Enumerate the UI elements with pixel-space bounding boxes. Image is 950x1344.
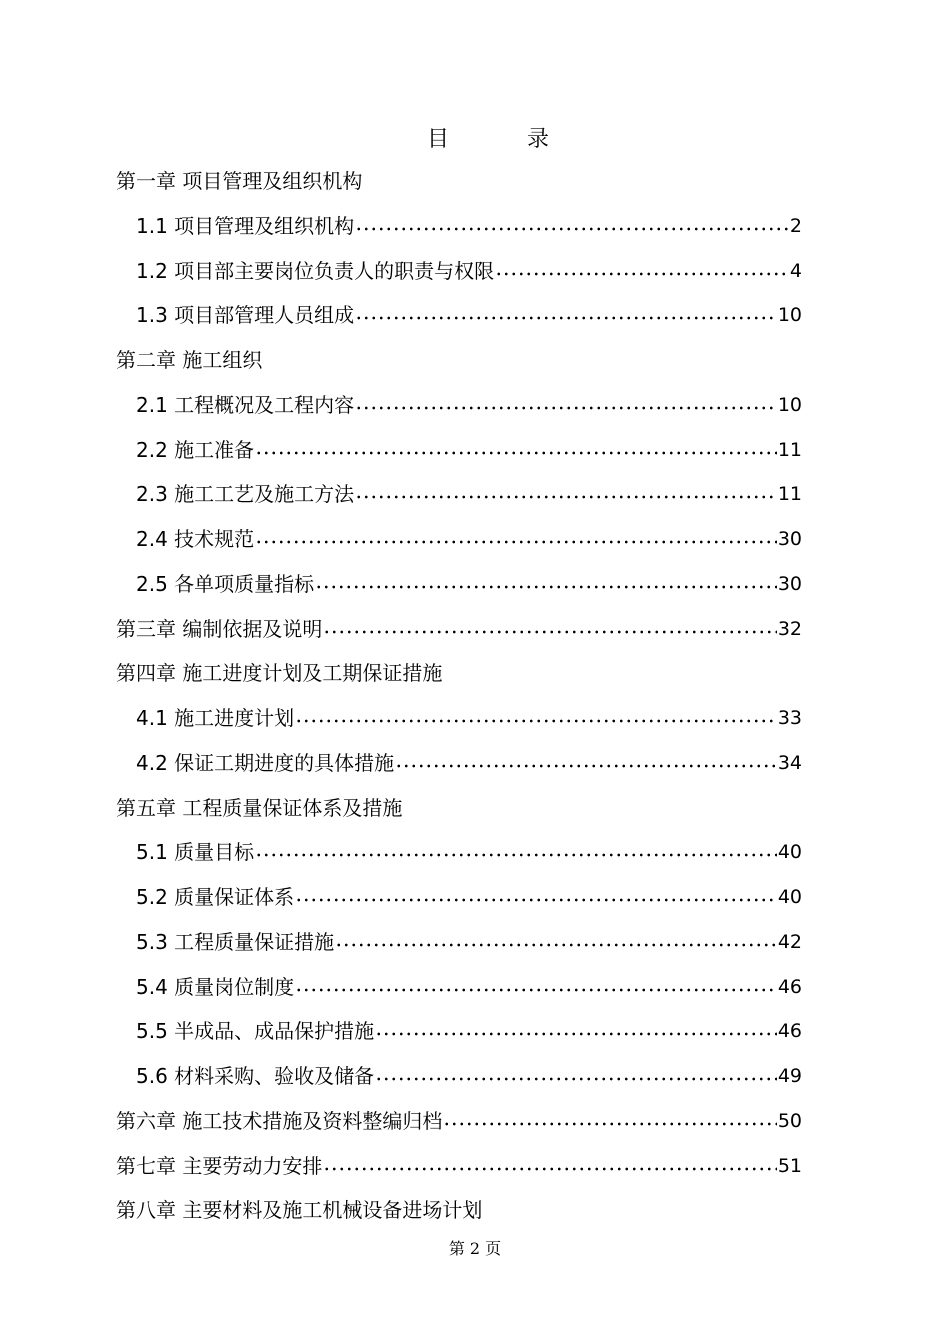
toc-leader-dots bbox=[335, 927, 777, 957]
toc-page-number: 33 bbox=[777, 707, 802, 729]
toc-leader-dots bbox=[355, 390, 777, 420]
toc-chapter-entry[interactable] bbox=[116, 793, 402, 823]
toc-page-number: 42 bbox=[777, 930, 802, 953]
toc-entry-text: 1.1 项目管理及组织机构 bbox=[136, 213, 355, 238]
toc-title-left: 目 bbox=[426, 127, 449, 152]
toc-entry-text: 第七章 主要劳动力安排 bbox=[116, 1153, 323, 1178]
toc-page-number: 40 bbox=[777, 886, 802, 908]
toc-leader-dots bbox=[323, 1151, 776, 1181]
toc-page-number: 46 bbox=[777, 1020, 802, 1043]
toc-leader-dots bbox=[495, 256, 789, 286]
toc-section-entry[interactable] bbox=[136, 569, 802, 599]
toc-leader-dots bbox=[375, 1016, 777, 1046]
toc-chapter-entry[interactable] bbox=[116, 658, 442, 688]
toc-page-number: 34 bbox=[777, 751, 802, 774]
toc-section-entry[interactable] bbox=[136, 882, 802, 912]
toc-entry-text: 5.4 质量岗位制度 bbox=[136, 974, 295, 999]
toc-chapter-entry[interactable] bbox=[116, 166, 362, 196]
toc-section-entry[interactable] bbox=[136, 748, 802, 778]
toc-entry-text: 2.3 施工工艺及施工方法 bbox=[136, 482, 355, 507]
toc-page-number: 11 bbox=[777, 438, 802, 461]
toc-page-number: 2 bbox=[789, 214, 802, 237]
toc-leader-dots bbox=[295, 882, 777, 912]
toc-section-entry[interactable] bbox=[136, 390, 802, 420]
toc-entry-text: 5.1 质量目标 bbox=[136, 840, 255, 865]
toc-entry-text: 第三章 编制依据及说明 bbox=[116, 616, 323, 641]
toc-entry-text: 5.5 半成品、成品保护措施 bbox=[136, 1019, 375, 1044]
toc-section-entry[interactable] bbox=[136, 256, 802, 286]
toc-section-entry[interactable] bbox=[136, 972, 802, 1002]
toc-entry-text: 5.3 工程质量保证措施 bbox=[136, 929, 335, 954]
toc-entry-text: 5.2 质量保证体系 bbox=[136, 885, 295, 909]
toc-entry-text: 第一章 项目管理及组织机构 bbox=[116, 169, 363, 193]
toc-entry-text: 第八章 主要材料及施工机械设备进场计划 bbox=[116, 1198, 483, 1223]
toc-chapter-entry[interactable] bbox=[116, 1195, 482, 1225]
toc-leader-dots bbox=[395, 748, 777, 778]
toc-entry-text: 2.4 技术规范 bbox=[136, 527, 255, 551]
toc-leader-dots bbox=[255, 837, 777, 867]
toc-leader-dots bbox=[355, 211, 789, 241]
toc-page-number: 49 bbox=[777, 1065, 802, 1087]
toc-page-number: 40 bbox=[777, 841, 802, 864]
toc-leader-dots bbox=[443, 1106, 776, 1136]
toc-section-entry[interactable] bbox=[136, 927, 802, 957]
toc-section-entry[interactable] bbox=[136, 300, 802, 330]
toc-entry-text: 1.3 项目部管理人员组成 bbox=[136, 303, 355, 328]
toc-leader-dots bbox=[295, 972, 777, 1002]
toc-entry-text: 4.1 施工进度计划 bbox=[136, 706, 295, 730]
toc-section-entry[interactable] bbox=[136, 1061, 802, 1091]
toc-leader-dots bbox=[295, 703, 777, 733]
toc-section-entry[interactable] bbox=[136, 703, 802, 733]
toc-entry-text: 1.2 项目部主要岗位负责人的职责与权限 bbox=[136, 258, 495, 283]
toc-chapter-entry[interactable] bbox=[116, 345, 262, 375]
toc-entry-text: 第二章 施工组织 bbox=[116, 348, 263, 372]
toc-entry-text: 5.6 材料采购、验收及储备 bbox=[136, 1064, 375, 1088]
toc-page-number: 51 bbox=[777, 1154, 802, 1177]
toc-chapter-entry[interactable] bbox=[116, 1106, 802, 1136]
toc-leader-dots bbox=[255, 435, 777, 465]
toc-page-number: 50 bbox=[777, 1109, 802, 1132]
toc-section-entry[interactable] bbox=[136, 479, 802, 509]
toc-section-entry[interactable] bbox=[136, 1016, 802, 1046]
page-footer: 第 2 页 bbox=[448, 1239, 502, 1258]
toc-section-entry[interactable] bbox=[136, 211, 802, 241]
toc-page-number: 10 bbox=[777, 393, 802, 416]
toc-chapter-entry[interactable] bbox=[116, 614, 802, 644]
toc-page-number: 30 bbox=[777, 528, 802, 550]
toc-title-right: 录 bbox=[527, 127, 550, 152]
toc-leader-dots bbox=[315, 569, 777, 599]
toc-page-number: 46 bbox=[777, 975, 802, 998]
toc-entry-text: 2.2 施工准备 bbox=[136, 437, 255, 462]
toc-entry-text: 第六章 施工技术措施及资料整编归档 bbox=[116, 1108, 443, 1133]
toc-leader-dots bbox=[323, 614, 776, 644]
toc-entry-text: 第四章 施工进度计划及工期保证措施 bbox=[116, 661, 443, 686]
toc-leader-dots bbox=[375, 1061, 777, 1091]
toc-leader-dots bbox=[355, 479, 777, 509]
toc-leader-dots bbox=[255, 524, 777, 554]
toc-entry-text: 第五章 工程质量保证体系及措施 bbox=[116, 795, 403, 820]
toc-entry-text: 2.5 各单项质量指标 bbox=[136, 571, 315, 596]
toc-entry-text: 2.1 工程概况及工程内容 bbox=[136, 392, 355, 417]
toc-chapter-entry[interactable] bbox=[116, 1151, 802, 1181]
toc-entry-text: 4.2 保证工期进度的具体措施 bbox=[136, 750, 395, 775]
toc-leader-dots bbox=[355, 300, 777, 330]
toc-section-entry[interactable] bbox=[136, 435, 802, 465]
toc-section-entry[interactable] bbox=[136, 524, 802, 554]
toc-page-number: 30 bbox=[777, 572, 802, 595]
toc-page-number: 10 bbox=[777, 304, 802, 327]
toc-section-entry[interactable] bbox=[136, 837, 802, 867]
toc-page-number: 4 bbox=[789, 259, 802, 282]
toc-page-number: 11 bbox=[777, 483, 802, 506]
toc-page-number: 32 bbox=[777, 617, 802, 640]
